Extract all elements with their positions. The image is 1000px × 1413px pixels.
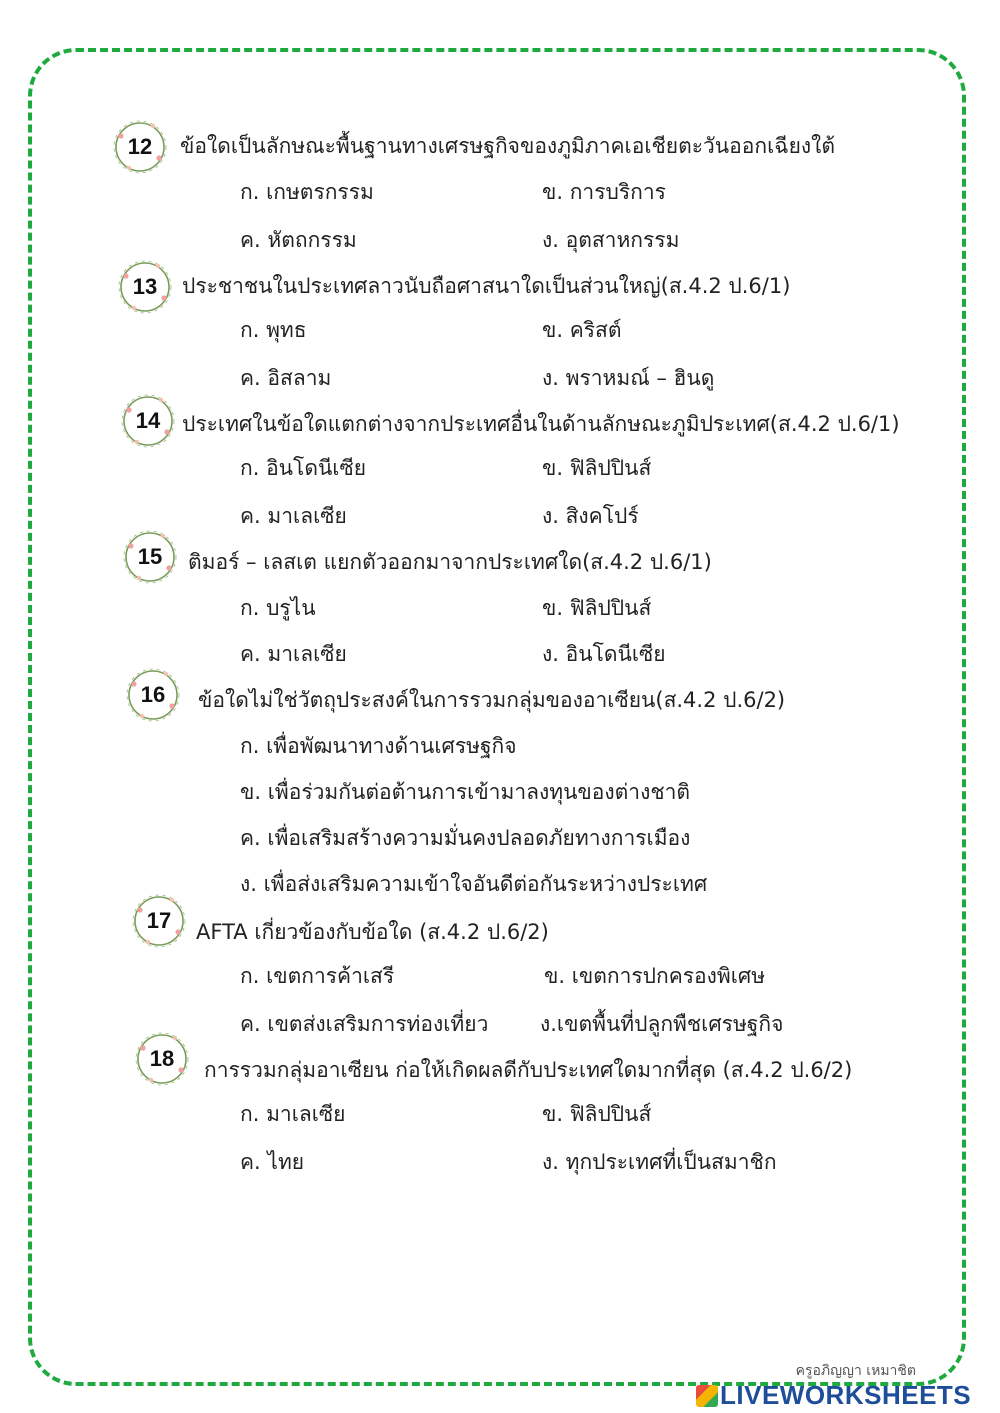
question-number: 17	[146, 908, 172, 933]
question-15-option-a[interactable]: ก. บรูไน	[240, 596, 316, 620]
question-16-option-a[interactable]: ก. เพื่อพัฒนาทางด้านเศรษฐกิจ	[240, 734, 517, 758]
question-15-option-d[interactable]: ง. อินโดนีเซีย	[542, 642, 666, 666]
question-18-option-b[interactable]: ข. ฟิลิปปินส์	[542, 1102, 652, 1126]
question-13-option-d[interactable]: ง. พราหมณ์ – ฮินดู	[542, 366, 715, 390]
question-16-option-d[interactable]: ง. เพื่อส่งเสริมความเข้าใจอันดีต่อกันระหว่างประเทศ	[240, 872, 708, 896]
question-15-badge	[121, 528, 179, 586]
question-15-option-b[interactable]: ข. ฟิลิปปินส์	[542, 596, 652, 620]
question-16-stem: ข้อใดไม่ใช่วัตถุประสงค์ในการรวมกลุ่มของอาเซียน(ส.4.2 ป.6/2)	[198, 688, 786, 712]
question-13-badge	[116, 258, 174, 316]
liveworksheets-icon	[696, 1385, 718, 1407]
question-number: 14	[135, 408, 161, 433]
question-number: 12	[127, 134, 153, 159]
question-15-option-c[interactable]: ค. มาเลเซีย	[240, 642, 347, 666]
question-number: 16	[140, 682, 166, 707]
question-13-option-a[interactable]: ก. พุทธ	[240, 318, 307, 342]
question-17-stem: AFTA เกี่ยวข้องกับข้อใด (ส.4.2 ป.6/2)	[196, 920, 549, 944]
question-number: 18	[149, 1046, 175, 1071]
question-12-option-b[interactable]: ข. การบริการ	[542, 180, 666, 204]
question-12-stem: ข้อใดเป็นลักษณะพื้นฐานทางเศรษฐกิจของภูมิภาคเอเชียตะวันออกเฉียงใต้	[180, 134, 836, 158]
question-16-option-b[interactable]: ข. เพื่อร่วมกันต่อต้านการเข้ามาลงทุนของต่างชาติ	[240, 780, 691, 804]
question-14-badge	[119, 392, 177, 450]
question-14-stem: ประเทศในข้อใดแตกต่างจากประเทศอื่นในด้านลักษณะภูมิประเทศ(ส.4.2 ป.6/1)	[182, 412, 900, 436]
question-16-badge	[124, 666, 182, 724]
question-12-option-a[interactable]: ก. เกษตรกรรม	[240, 180, 374, 204]
question-13-option-c[interactable]: ค. อิสลาม	[240, 366, 332, 390]
question-12-badge	[111, 118, 169, 176]
question-18-badge	[133, 1030, 191, 1088]
question-number: 13	[132, 274, 158, 299]
question-17-option-d[interactable]: ง.เขตพื้นที่ปลูกพืชเศรษฐกิจ	[540, 1012, 784, 1036]
question-17-badge	[130, 892, 188, 950]
question-17-option-b[interactable]: ข. เขตการปกครองพิเศษ	[544, 964, 766, 988]
question-13-stem: ประชาชนในประเทศลาวนับถือศาสนาใดเป็นส่วนใหญ่(ส.4.2 ป.6/1)	[182, 274, 791, 298]
question-14-option-a[interactable]: ก. อินโดนีเซีย	[240, 456, 367, 480]
question-14-option-b[interactable]: ข. ฟิลิปปินส์	[542, 456, 652, 480]
teacher-credit: ครูอภิญญา เหมาชิต	[795, 1363, 916, 1379]
question-13-option-b[interactable]: ข. คริสต์	[542, 318, 622, 342]
question-18-stem: การรวมกลุ่มอาเซียน ก่อให้เกิดผลดีกับประเทศใดมากที่สุด (ส.4.2 ป.6/2)	[204, 1058, 853, 1082]
question-18-option-d[interactable]: ง. ทุกประเทศที่เป็นสมาชิก	[542, 1150, 777, 1174]
question-14-option-c[interactable]: ค. มาเลเซีย	[240, 504, 347, 528]
question-14-option-d[interactable]: ง. สิงคโปร์	[542, 504, 639, 528]
brand-text: LIVEWORKSHEETS	[720, 1380, 972, 1410]
question-16-option-c[interactable]: ค. เพื่อเสริมสร้างความมั่นคงปลอดภัยทางการเมือง	[240, 826, 691, 850]
question-12-option-d[interactable]: ง. อุตสาหกรรม	[542, 228, 680, 252]
question-17-option-a[interactable]: ก. เขตการค้าเสรี	[240, 964, 395, 988]
question-number: 15	[137, 544, 163, 569]
question-18-option-a[interactable]: ก. มาเลเซีย	[240, 1102, 346, 1126]
question-15-stem: ติมอร์ – เลสเต แยกตัวออกมาจากประเทศใด(ส.4.2 ป.6/1)	[188, 550, 712, 574]
question-18-option-c[interactable]: ค. ไทย	[240, 1150, 305, 1174]
brand-logo[interactable]	[696, 1380, 971, 1408]
question-17-option-c[interactable]: ค. เขตส่งเสริมการท่องเที่ยว	[240, 1012, 489, 1036]
question-12-option-c[interactable]: ค. หัตถกรรม	[240, 228, 357, 252]
